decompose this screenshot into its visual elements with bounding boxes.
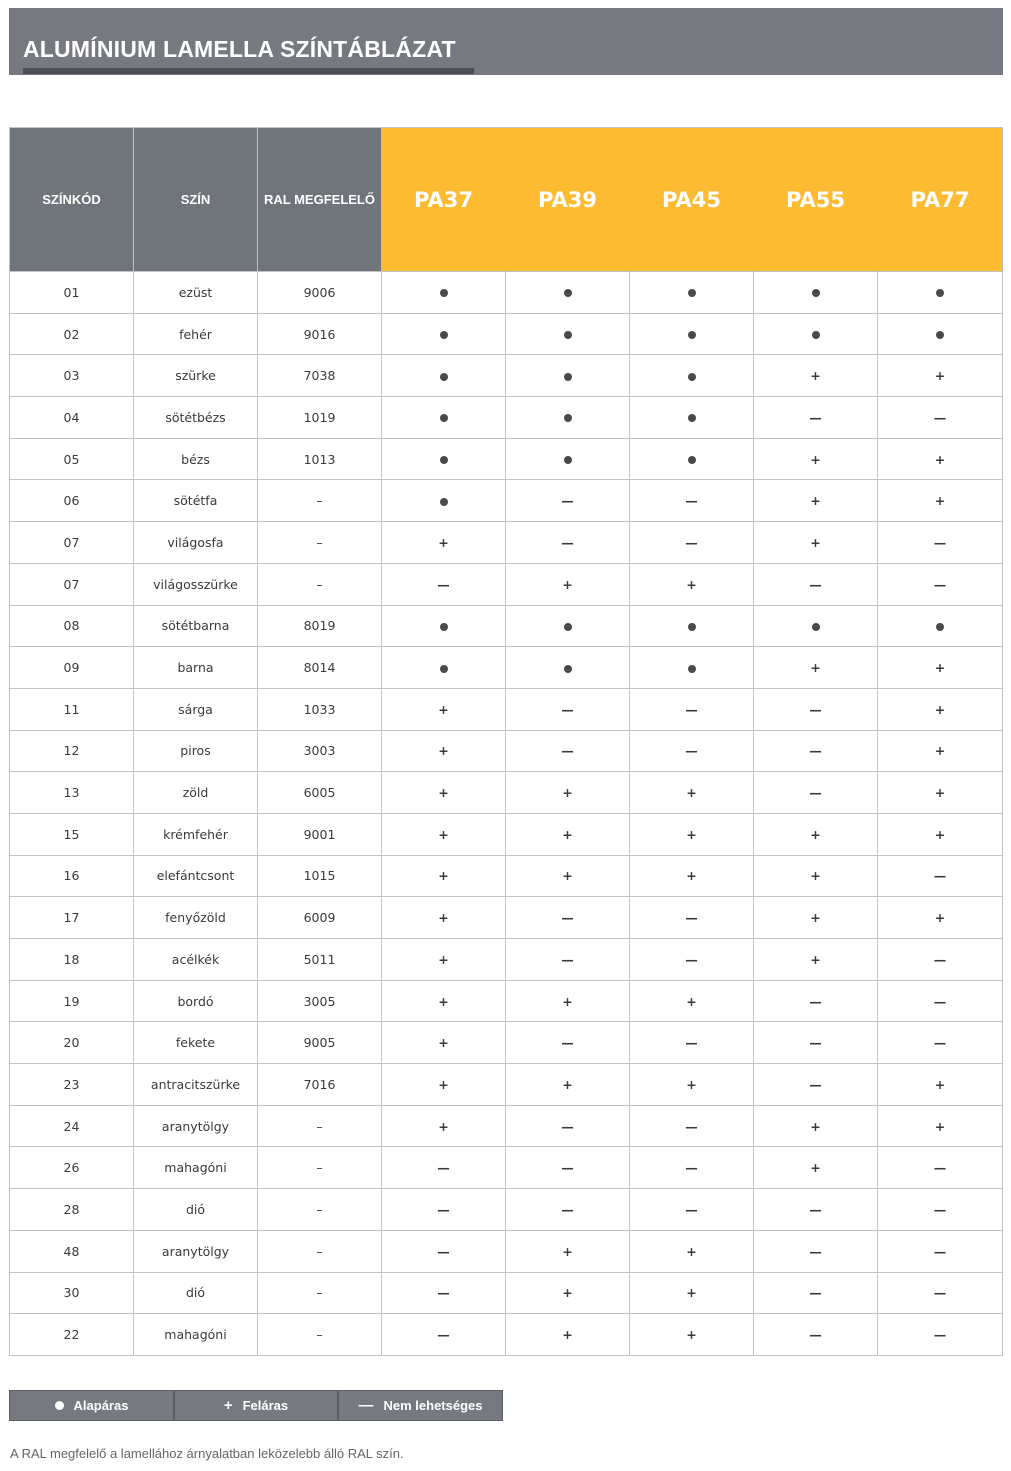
surcharge-mark: +: [382, 1064, 506, 1106]
surcharge-mark: +: [754, 1147, 878, 1189]
col-header-pa77: PA77: [878, 128, 1003, 272]
cell-code: 22: [10, 1314, 134, 1356]
surcharge-mark: +: [754, 1105, 878, 1147]
table-row: [10, 1064, 1003, 1106]
cell-ral: 1019: [258, 397, 382, 439]
col-header-pa37: PA37: [382, 128, 506, 272]
legend-label: Alapáras: [73, 1398, 129, 1413]
surcharge-mark: +: [382, 522, 506, 564]
cell-name: fenyőzöld: [134, 897, 258, 939]
not-possible-mark: —: [506, 1147, 630, 1189]
base-price-mark: [630, 272, 754, 314]
surcharge-mark: +: [878, 1064, 1003, 1106]
dot-icon: [440, 456, 448, 464]
surcharge-mark: +: [506, 1314, 630, 1356]
base-price-mark: [506, 438, 630, 480]
cell-ral: –: [258, 480, 382, 522]
not-possible-mark: —: [630, 1022, 754, 1064]
surcharge-mark: +: [878, 438, 1003, 480]
surcharge-mark: +: [630, 1272, 754, 1314]
surcharge-mark: +: [382, 855, 506, 897]
cell-ral: 9006: [258, 272, 382, 314]
cell-name: acélkék: [134, 939, 258, 981]
surcharge-mark: +: [506, 1230, 630, 1272]
not-possible-mark: —: [878, 855, 1003, 897]
base-price-mark: [382, 647, 506, 689]
not-possible-mark: —: [506, 480, 630, 522]
table-row: [10, 939, 1003, 981]
cell-name: fehér: [134, 313, 258, 355]
surcharge-mark: +: [878, 897, 1003, 939]
table-row: [10, 813, 1003, 855]
cell-code: 18: [10, 939, 134, 981]
cell-name: sárga: [134, 688, 258, 730]
base-price-mark: [506, 647, 630, 689]
cell-code: 16: [10, 855, 134, 897]
table-row: [10, 438, 1003, 480]
base-price-mark: [382, 313, 506, 355]
not-possible-mark: —: [878, 1022, 1003, 1064]
not-possible-mark: —: [630, 522, 754, 564]
table-row: [10, 897, 1003, 939]
surcharge-mark: +: [754, 939, 878, 981]
not-possible-mark: —: [630, 1105, 754, 1147]
surcharge-mark: +: [382, 813, 506, 855]
cell-code: 20: [10, 1022, 134, 1064]
not-possible-mark: —: [878, 563, 1003, 605]
dot-icon: [688, 456, 696, 464]
cell-name: világosfa: [134, 522, 258, 564]
legend-item-not-possible: [339, 1391, 502, 1420]
cell-name: világosszürke: [134, 563, 258, 605]
title-underline: [23, 68, 474, 74]
cell-ral: 9001: [258, 813, 382, 855]
dot-icon: [564, 665, 572, 673]
surcharge-mark: +: [630, 772, 754, 814]
not-possible-mark: —: [878, 522, 1003, 564]
cell-name: barna: [134, 647, 258, 689]
not-possible-mark: —: [630, 688, 754, 730]
table-row: [10, 480, 1003, 522]
cell-name: ezüst: [134, 272, 258, 314]
not-possible-mark: —: [382, 1230, 506, 1272]
cell-name: antracitszürke: [134, 1064, 258, 1106]
cell-ral: –: [258, 1272, 382, 1314]
cell-code: 24: [10, 1105, 134, 1147]
col-header-pa55: PA55: [754, 128, 878, 272]
cell-code: 11: [10, 688, 134, 730]
dot-icon: [440, 373, 448, 381]
not-possible-mark: —: [754, 980, 878, 1022]
dot-icon: [812, 623, 820, 631]
base-price-mark: [754, 605, 878, 647]
not-possible-mark: —: [878, 1189, 1003, 1231]
legend-label: Nem lehetséges: [383, 1398, 483, 1413]
cell-ral: 7038: [258, 355, 382, 397]
surcharge-mark: +: [382, 1105, 506, 1147]
base-price-mark: [506, 397, 630, 439]
surcharge-mark: +: [506, 855, 630, 897]
cell-ral: 9005: [258, 1022, 382, 1064]
cell-name: aranytölgy: [134, 1230, 258, 1272]
cell-ral: 7016: [258, 1064, 382, 1106]
not-possible-mark: —: [754, 1189, 878, 1231]
cell-code: 04: [10, 397, 134, 439]
cell-name: bézs: [134, 438, 258, 480]
cell-code: 23: [10, 1064, 134, 1106]
base-price-mark: [630, 438, 754, 480]
legend: [9, 1390, 503, 1421]
surcharge-mark: +: [754, 355, 878, 397]
dot-icon: [440, 331, 448, 339]
dot-icon: [688, 665, 696, 673]
dot-icon: [55, 1401, 64, 1410]
not-possible-mark: —: [878, 1314, 1003, 1356]
not-possible-mark: —: [506, 730, 630, 772]
not-possible-mark: —: [630, 897, 754, 939]
table-row: [10, 522, 1003, 564]
base-price-mark: [754, 313, 878, 355]
legend-item-base-price: [10, 1391, 175, 1420]
cell-ral: 8014: [258, 647, 382, 689]
surcharge-mark: +: [630, 1230, 754, 1272]
base-price-mark: [382, 355, 506, 397]
cell-ral: 1033: [258, 688, 382, 730]
table-row: [10, 397, 1003, 439]
cell-ral: 9016: [258, 313, 382, 355]
surcharge-mark: +: [506, 980, 630, 1022]
surcharge-mark: +: [630, 1314, 754, 1356]
not-possible-mark: —: [506, 1105, 630, 1147]
surcharge-mark: +: [630, 563, 754, 605]
not-possible-mark: —: [382, 1272, 506, 1314]
cell-ral: –: [258, 1189, 382, 1231]
table-row: [10, 1230, 1003, 1272]
dot-icon: [564, 623, 572, 631]
base-price-mark: [506, 272, 630, 314]
table-row: [10, 272, 1003, 314]
col-header-pa39: PA39: [506, 128, 630, 272]
cell-ral: –: [258, 1314, 382, 1356]
dot-icon: [688, 331, 696, 339]
base-price-mark: [878, 605, 1003, 647]
not-possible-mark: —: [878, 939, 1003, 981]
not-possible-mark: —: [754, 1064, 878, 1106]
table-row: [10, 1314, 1003, 1356]
not-possible-mark: —: [754, 1230, 878, 1272]
plus-icon: +: [223, 1397, 233, 1414]
col-header-name: SZÍN: [134, 128, 258, 272]
not-possible-mark: —: [878, 1147, 1003, 1189]
table-row: [10, 647, 1003, 689]
cell-name: mahagóni: [134, 1147, 258, 1189]
cell-code: 48: [10, 1230, 134, 1272]
not-possible-mark: —: [506, 897, 630, 939]
not-possible-mark: —: [754, 1314, 878, 1356]
not-possible-mark: —: [754, 1272, 878, 1314]
cell-ral: –: [258, 1147, 382, 1189]
dot-icon: [936, 289, 944, 297]
cell-code: 03: [10, 355, 134, 397]
surcharge-mark: +: [878, 688, 1003, 730]
base-price-mark: [382, 438, 506, 480]
table-row: [10, 313, 1003, 355]
page-title: ALUMÍNIUM LAMELLA SZÍNTÁBLÁZAT: [23, 36, 456, 62]
surcharge-mark: +: [506, 772, 630, 814]
cell-code: 08: [10, 605, 134, 647]
dot-icon: [564, 456, 572, 464]
base-price-mark: [878, 313, 1003, 355]
cell-name: elefántcsont: [134, 855, 258, 897]
dash-icon: —: [358, 1397, 374, 1414]
cell-name: fekete: [134, 1022, 258, 1064]
cell-ral: 1013: [258, 438, 382, 480]
dot-icon: [936, 623, 944, 631]
table-row: [10, 1147, 1003, 1189]
dot-icon: [440, 289, 448, 297]
cell-code: 26: [10, 1147, 134, 1189]
cell-code: 30: [10, 1272, 134, 1314]
surcharge-mark: +: [878, 772, 1003, 814]
dot-icon: [440, 665, 448, 673]
surcharge-mark: +: [754, 855, 878, 897]
not-possible-mark: —: [630, 730, 754, 772]
not-possible-mark: —: [506, 939, 630, 981]
cell-code: 15: [10, 813, 134, 855]
surcharge-mark: +: [382, 897, 506, 939]
cell-code: 01: [10, 272, 134, 314]
base-price-mark: [630, 397, 754, 439]
cell-ral: –: [258, 563, 382, 605]
cell-ral: 6005: [258, 772, 382, 814]
not-possible-mark: —: [878, 1272, 1003, 1314]
not-possible-mark: —: [506, 522, 630, 564]
cell-ral: –: [258, 1105, 382, 1147]
surcharge-mark: +: [382, 730, 506, 772]
dot-icon: [688, 373, 696, 381]
cell-code: 09: [10, 647, 134, 689]
table-body: [10, 272, 1003, 1356]
surcharge-mark: +: [754, 647, 878, 689]
not-possible-mark: —: [754, 1022, 878, 1064]
cell-ral: –: [258, 522, 382, 564]
dot-icon: [564, 414, 572, 422]
surcharge-mark: +: [878, 1105, 1003, 1147]
legend-item-surcharge: [175, 1391, 339, 1420]
dot-icon: [440, 414, 448, 422]
not-possible-mark: —: [630, 1189, 754, 1231]
cell-name: aranytölgy: [134, 1105, 258, 1147]
table-row: [10, 730, 1003, 772]
base-price-mark: [630, 355, 754, 397]
not-possible-mark: —: [754, 772, 878, 814]
not-possible-mark: —: [878, 1230, 1003, 1272]
cell-code: 28: [10, 1189, 134, 1231]
table-row: [10, 772, 1003, 814]
base-price-mark: [506, 355, 630, 397]
cell-name: zöld: [134, 772, 258, 814]
surcharge-mark: +: [382, 1022, 506, 1064]
dot-icon: [440, 623, 448, 631]
not-possible-mark: —: [506, 688, 630, 730]
footnote: A RAL megfelelő a lamellához árnyalatban leközelebb álló RAL szín.: [10, 1446, 404, 1461]
title-bar: [9, 8, 1003, 75]
dot-icon: [440, 498, 448, 506]
dot-icon: [688, 414, 696, 422]
not-possible-mark: —: [754, 688, 878, 730]
base-price-mark: [630, 313, 754, 355]
table-row: [10, 355, 1003, 397]
cell-code: 17: [10, 897, 134, 939]
color-table: [9, 127, 1003, 1356]
table-row: [10, 980, 1003, 1022]
not-possible-mark: —: [754, 730, 878, 772]
cell-code: 07: [10, 522, 134, 564]
table-row: [10, 1022, 1003, 1064]
cell-code: 06: [10, 480, 134, 522]
cell-name: dió: [134, 1189, 258, 1231]
not-possible-mark: —: [382, 1189, 506, 1231]
base-price-mark: [506, 313, 630, 355]
cell-code: 02: [10, 313, 134, 355]
cell-ral: 8019: [258, 605, 382, 647]
not-possible-mark: —: [630, 1147, 754, 1189]
table-row: [10, 563, 1003, 605]
surcharge-mark: +: [382, 980, 506, 1022]
surcharge-mark: +: [382, 688, 506, 730]
cell-name: bordó: [134, 980, 258, 1022]
base-price-mark: [878, 272, 1003, 314]
base-price-mark: [382, 272, 506, 314]
cell-name: sötétbarna: [134, 605, 258, 647]
surcharge-mark: +: [630, 1064, 754, 1106]
cell-code: 13: [10, 772, 134, 814]
cell-ral: 3005: [258, 980, 382, 1022]
surcharge-mark: +: [630, 855, 754, 897]
dot-icon: [936, 331, 944, 339]
not-possible-mark: —: [878, 397, 1003, 439]
cell-code: 19: [10, 980, 134, 1022]
surcharge-mark: +: [506, 813, 630, 855]
surcharge-mark: +: [754, 813, 878, 855]
surcharge-mark: +: [506, 1272, 630, 1314]
cell-code: 12: [10, 730, 134, 772]
base-price-mark: [382, 605, 506, 647]
base-price-mark: [630, 605, 754, 647]
legend-label: Feláras: [242, 1398, 289, 1413]
table-row: [10, 1105, 1003, 1147]
not-possible-mark: —: [382, 1314, 506, 1356]
cell-ral: 6009: [258, 897, 382, 939]
surcharge-mark: +: [754, 480, 878, 522]
base-price-mark: [630, 647, 754, 689]
dot-icon: [812, 289, 820, 297]
cell-name: szürke: [134, 355, 258, 397]
dot-icon: [688, 289, 696, 297]
not-possible-mark: —: [878, 980, 1003, 1022]
surcharge-mark: +: [878, 730, 1003, 772]
cell-name: mahagóni: [134, 1314, 258, 1356]
base-price-mark: [382, 480, 506, 522]
cell-ral: 3003: [258, 730, 382, 772]
surcharge-mark: +: [754, 897, 878, 939]
surcharge-mark: +: [878, 480, 1003, 522]
surcharge-mark: +: [754, 522, 878, 564]
cell-ral: –: [258, 1230, 382, 1272]
cell-name: dió: [134, 1272, 258, 1314]
table-row: [10, 855, 1003, 897]
dot-icon: [812, 331, 820, 339]
surcharge-mark: +: [382, 772, 506, 814]
cell-name: sötétfa: [134, 480, 258, 522]
not-possible-mark: —: [506, 1189, 630, 1231]
surcharge-mark: +: [878, 647, 1003, 689]
surcharge-mark: +: [630, 813, 754, 855]
cell-code: 07: [10, 563, 134, 605]
cell-ral: 1015: [258, 855, 382, 897]
surcharge-mark: +: [630, 980, 754, 1022]
col-header-ral: RAL MEGFELELŐ: [258, 128, 382, 272]
surcharge-mark: +: [382, 939, 506, 981]
base-price-mark: [506, 605, 630, 647]
cell-name: piros: [134, 730, 258, 772]
not-possible-mark: —: [630, 939, 754, 981]
cell-name: krémfehér: [134, 813, 258, 855]
dot-icon: [564, 373, 572, 381]
not-possible-mark: —: [754, 397, 878, 439]
dot-icon: [564, 289, 572, 297]
table-row: [10, 688, 1003, 730]
not-possible-mark: —: [382, 563, 506, 605]
base-price-mark: [382, 397, 506, 439]
header-row: [10, 128, 1003, 272]
surcharge-mark: +: [506, 1064, 630, 1106]
base-price-mark: [754, 272, 878, 314]
surcharge-mark: +: [878, 355, 1003, 397]
cell-code: 05: [10, 438, 134, 480]
col-header-code: SZÍNKÓD: [10, 128, 134, 272]
table-row: [10, 605, 1003, 647]
not-possible-mark: —: [382, 1147, 506, 1189]
col-header-pa45: PA45: [630, 128, 754, 272]
not-possible-mark: —: [754, 563, 878, 605]
surcharge-mark: +: [506, 563, 630, 605]
not-possible-mark: —: [630, 480, 754, 522]
surcharge-mark: +: [878, 813, 1003, 855]
cell-ral: 5011: [258, 939, 382, 981]
dot-icon: [564, 331, 572, 339]
cell-name: sötétbézs: [134, 397, 258, 439]
table-row: [10, 1272, 1003, 1314]
dot-icon: [688, 623, 696, 631]
table-row: [10, 1189, 1003, 1231]
not-possible-mark: —: [506, 1022, 630, 1064]
surcharge-mark: +: [754, 438, 878, 480]
